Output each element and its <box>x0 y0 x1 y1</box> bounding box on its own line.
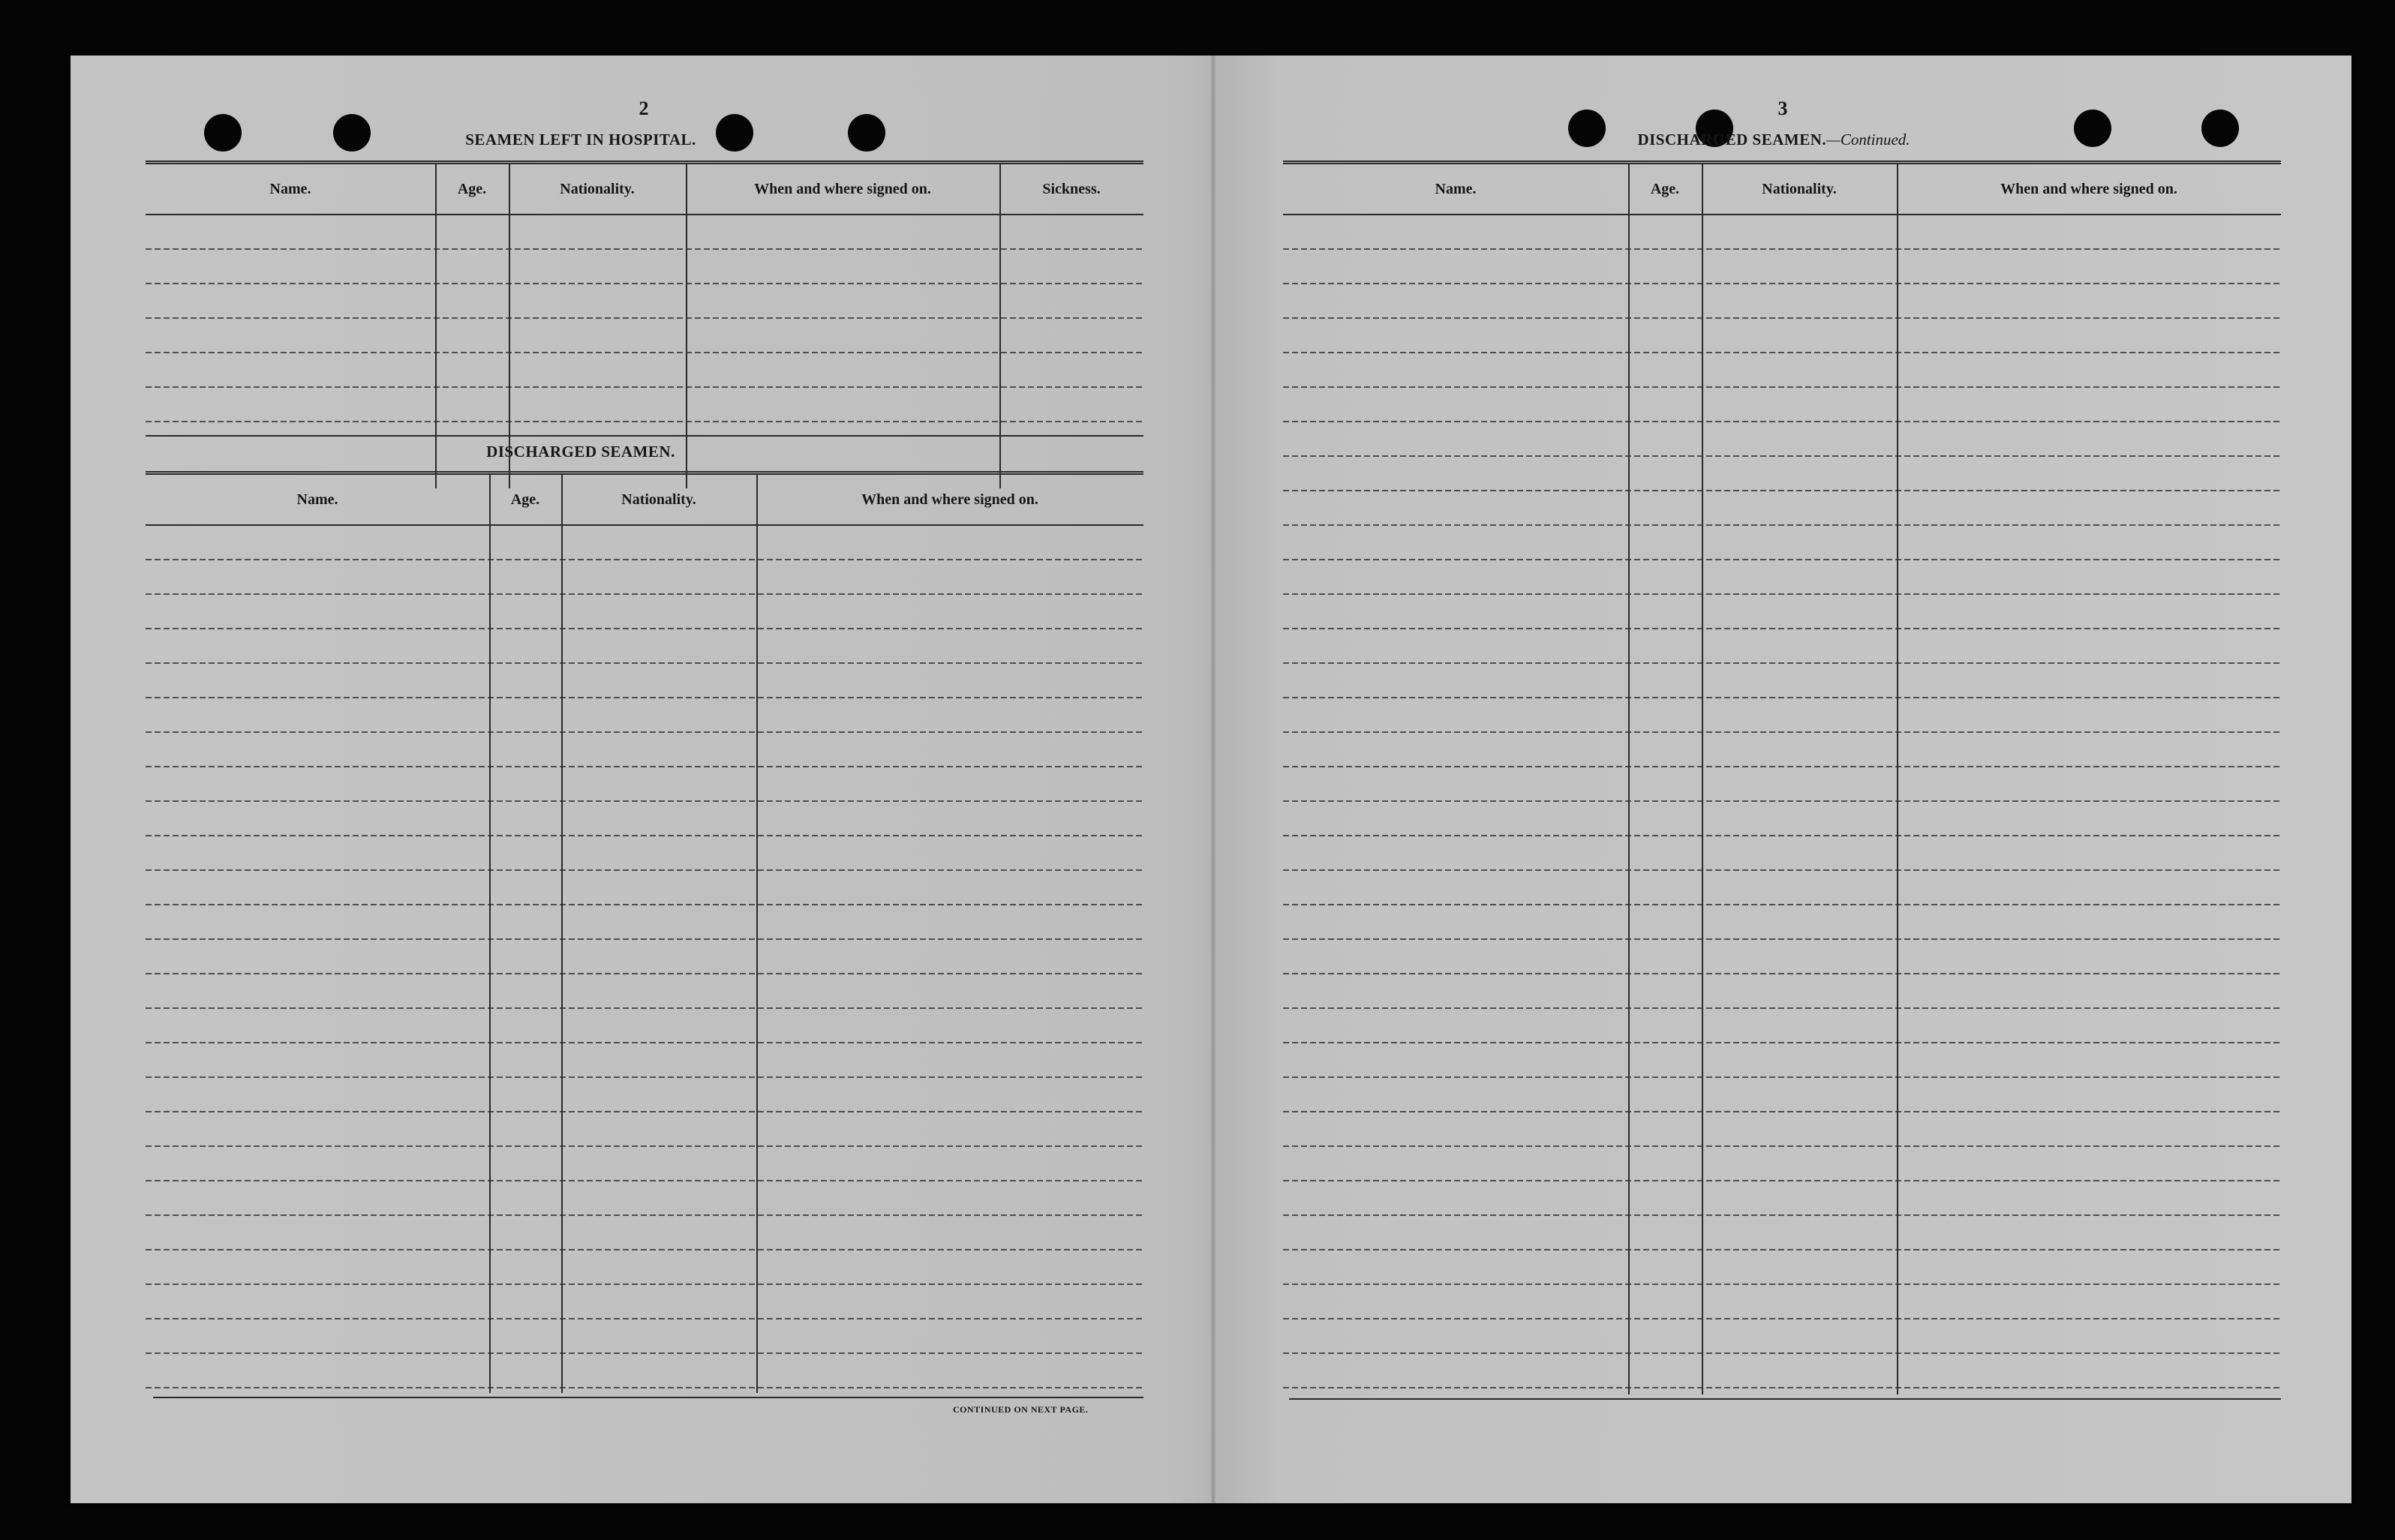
dashed-row-line <box>146 283 1143 284</box>
discharged-continued-bottom-rule <box>1289 1398 2281 1400</box>
discharged-continued-rows <box>1283 215 2281 1390</box>
col-header-name: Name. <box>1435 181 1477 197</box>
punch-hole <box>204 114 242 152</box>
dashed-row-line <box>1283 1007 2281 1009</box>
hospital-table <box>146 161 1143 488</box>
dashed-row-line <box>1283 1145 2281 1147</box>
dashed-row-line <box>146 662 1143 664</box>
continued-suffix: —Continued. <box>1826 131 1910 149</box>
dashed-row-line <box>1283 1111 2281 1112</box>
dashed-row-line <box>1283 1042 2281 1043</box>
col-header-age: Age. <box>510 491 540 508</box>
page-fold <box>1211 56 1216 1503</box>
dashed-row-line <box>1283 421 2281 422</box>
discharged-continued-header <box>1283 164 2281 215</box>
dashed-row-line <box>1283 455 2281 457</box>
col-divider <box>686 164 687 488</box>
hospital-table-bottom-rule <box>146 435 1143 437</box>
dashed-row-line <box>1283 593 2281 595</box>
discharged-continued-title <box>1549 131 1999 149</box>
dashed-row-line <box>1283 1387 2281 1388</box>
col-header-when-where: When and where signed on. <box>2000 181 2177 197</box>
dashed-row-line <box>146 1249 1143 1250</box>
dashed-row-line <box>146 1180 1143 1181</box>
dashed-row-line <box>1283 524 2281 526</box>
dashed-row-line <box>146 593 1143 595</box>
dashed-row-line <box>1283 628 2281 629</box>
dashed-row-line <box>146 248 1143 250</box>
dashed-row-line <box>146 1387 1143 1388</box>
dashed-row-line <box>146 421 1143 422</box>
dashed-row-line <box>1283 904 2281 905</box>
dashed-row-line <box>146 1111 1143 1112</box>
dashed-row-line <box>146 559 1143 560</box>
dashed-row-line <box>1283 1318 2281 1319</box>
col-header-age: Age. <box>457 181 487 197</box>
dashed-row-line <box>1283 835 2281 836</box>
dashed-row-line <box>1283 1076 2281 1078</box>
dashed-row-line <box>146 1076 1143 1078</box>
dashed-row-line <box>1283 938 2281 940</box>
continued-note: CONTINUED ON NEXT PAGE. <box>953 1404 1089 1415</box>
dashed-row-line <box>1283 1352 2281 1354</box>
dashed-row-line <box>1283 317 2281 319</box>
dashed-row-line <box>1283 352 2281 353</box>
dashed-row-line <box>146 352 1143 353</box>
col-divider <box>1897 164 1898 1394</box>
page-number-left: 2 <box>639 98 649 119</box>
discharged-section-title: DISCHARGED SEAMEN. <box>486 443 675 461</box>
dashed-row-line <box>1283 490 2281 491</box>
dashed-row-line <box>146 386 1143 388</box>
col-divider <box>435 164 437 488</box>
col-header-age: Age. <box>1650 181 1680 197</box>
dashed-row-line <box>1283 283 2281 284</box>
dashed-row-line <box>1283 1214 2281 1216</box>
col-divider <box>999 164 1001 488</box>
col-header-nationality: Nationality. <box>560 181 635 197</box>
dashed-row-line <box>146 1318 1143 1319</box>
dashed-row-line <box>146 938 1143 940</box>
dashed-row-line <box>1283 869 2281 871</box>
discharged-continued-table <box>1283 161 2281 1394</box>
dashed-row-line <box>146 1352 1143 1354</box>
dashed-row-line <box>146 800 1143 802</box>
punch-hole <box>2201 110 2239 147</box>
dashed-row-line <box>146 1214 1143 1216</box>
dashed-row-line <box>146 628 1143 629</box>
col-header-when-where: When and where signed on. <box>754 181 931 197</box>
col-header-nationality: Nationality. <box>1762 181 1837 197</box>
dashed-row-line <box>146 1145 1143 1147</box>
punch-hole <box>2074 110 2111 147</box>
dashed-row-line <box>146 317 1143 319</box>
dashed-row-line <box>1283 662 2281 664</box>
form-sheet <box>71 56 2351 1503</box>
dashed-row-line <box>1283 800 2281 802</box>
col-divider <box>756 475 758 1393</box>
dashed-row-line <box>1283 731 2281 733</box>
discharged-table <box>146 471 1143 1393</box>
col-divider <box>561 475 563 1393</box>
dashed-row-line <box>146 869 1143 871</box>
dashed-row-line <box>146 904 1143 905</box>
dashed-row-line <box>146 1042 1143 1043</box>
dashed-row-line <box>1283 1283 2281 1285</box>
dashed-row-line <box>1283 697 2281 698</box>
col-divider <box>1702 164 1703 1394</box>
dashed-row-line <box>146 1007 1143 1009</box>
hospital-table-rows <box>146 215 1143 437</box>
dashed-row-line <box>146 697 1143 698</box>
dashed-row-line <box>146 766 1143 767</box>
dashed-row-line <box>146 973 1143 974</box>
dashed-row-line <box>1283 386 2281 388</box>
dashed-row-line <box>146 1283 1143 1285</box>
page-number-right: 3 <box>1777 98 1788 119</box>
discharged-table-bottom-rule <box>153 1397 1143 1398</box>
discharged-table-header <box>146 475 1143 526</box>
hospital-table-header <box>146 164 1143 215</box>
col-divider <box>1628 164 1630 1394</box>
dashed-row-line <box>1283 559 2281 560</box>
dashed-row-line <box>146 731 1143 733</box>
dashed-row-line <box>146 835 1143 836</box>
discharged-continued-title-main: DISCHARGED SEAMEN. <box>1637 131 1827 149</box>
col-divider <box>489 475 491 1393</box>
col-header-name: Name. <box>296 491 338 508</box>
dashed-row-line <box>1283 248 2281 250</box>
col-header-nationality: Nationality. <box>621 491 696 508</box>
dashed-row-line <box>1283 973 2281 974</box>
col-header-sickness: Sickness. <box>1042 181 1101 197</box>
col-divider <box>509 164 510 488</box>
dashed-row-line <box>1283 766 2281 767</box>
hospital-section-title: SEAMEN LEFT IN HOSPITAL. <box>465 131 696 149</box>
discharged-table-rows <box>146 526 1143 1388</box>
col-header-when-where: When and where signed on. <box>861 491 1038 508</box>
dashed-row-line <box>1283 1249 2281 1250</box>
col-header-name: Name. <box>269 181 311 197</box>
dashed-row-line <box>1283 1180 2281 1181</box>
